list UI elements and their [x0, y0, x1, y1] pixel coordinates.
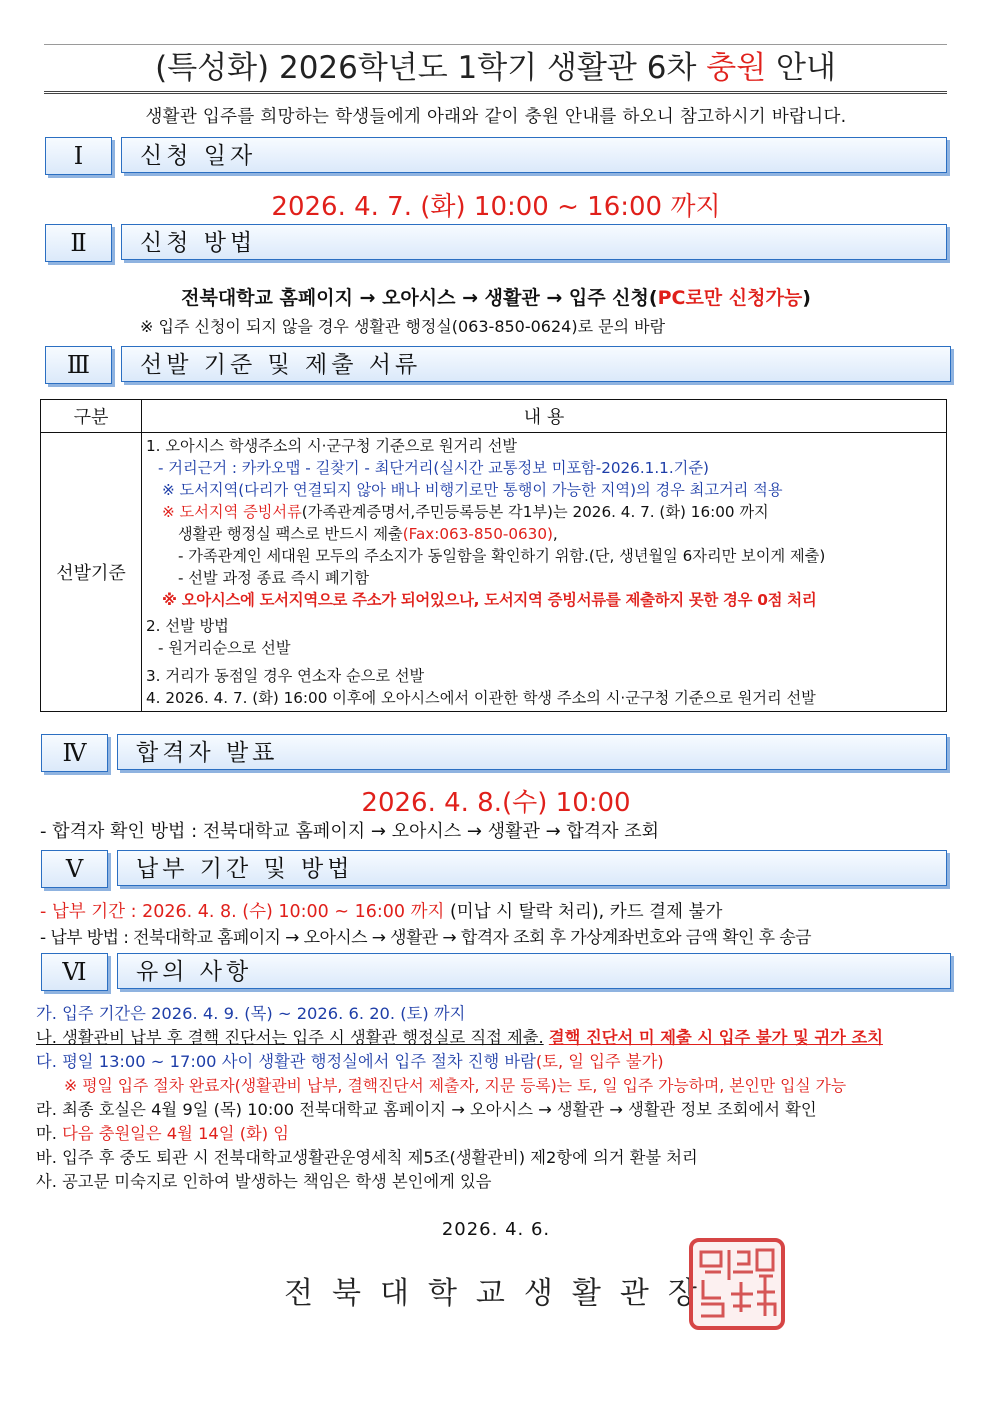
section-4-title: 합격자 발표 [117, 734, 947, 770]
criteria-line: - 거리근거 : 카카오맵 - 길찾기 - 최단거리(실시간 교통정보 미포함-2026.1.1.기준) [158, 459, 709, 477]
payment-period-note: (미납 시 탈락 처리), 카드 결제 불가 [444, 902, 723, 922]
criteria-line: - 가족관계인 세대원 모두의 주소지가 동일함을 확인하기 위함.(단, 생년월일 6자리만 보이게 제출) [178, 547, 826, 565]
issue-date: 2026. 4. 6. [441, 1219, 551, 1240]
section-6-title: 유의 사항 [117, 953, 951, 989]
criteria-table [40, 399, 947, 712]
apply-path-close: ) [802, 287, 811, 309]
official-seal-icon [689, 1238, 785, 1330]
section-2-number: Ⅱ [45, 224, 112, 262]
page-title [44, 44, 947, 94]
note-text: 마. [36, 1124, 63, 1143]
payment-period-date: - 납부 기간 : 2026. 4. 8. (수) 10:00 ~ 16:00 까지 [40, 902, 445, 922]
apply-method [0, 283, 992, 310]
criteria-line: 1. 오아시스 학생주소의 시·군구청 기준으로 원거리 선발 [146, 437, 518, 455]
criteria-line: - 원거리순으로 선발 [158, 639, 291, 657]
note-text: 나. 생활관비 납부 후 결핵 진단서는 입주 시 생활관 행정실로 직접 제출. [36, 1028, 544, 1047]
island-docs-text: (가족관계증명서,주민등록등본 각1부)는 2026. 4. 7. (화) 16:00 까지 [301, 503, 769, 521]
criteria-line: ※ 오아시스에 도서지역으로 주소가 되어있으나, 도서지역 증빙서류를 제출하지 못한 경우 0점 처리 [162, 591, 817, 609]
criteria-line: 3. 거리가 동점일 경우 연소자 순으로 선발 [146, 667, 425, 685]
issuer-name: 전북대학교생활관장 [284, 1276, 716, 1311]
island-docs-label: ※ 도서지역 증빙서류 [162, 503, 302, 521]
section-4-number: Ⅳ [41, 734, 108, 772]
section-1-number: Ⅰ [45, 137, 112, 175]
apply-contact-note: ※ 입주 신청이 되지 않을 경우 생활관 행정실(063-850-0624)로 문의 바람 [140, 317, 666, 336]
section-5-title: 납부 기간 및 방법 [117, 850, 947, 886]
criteria-line [142, 501, 946, 523]
criteria-line: 4. 2026. 4. 7. (화) 16:00 이후에 오아시스에서 이관한 학생 주소의 시·군구청 기준으로 원거리 선발 [146, 689, 816, 707]
criteria-line [142, 523, 946, 545]
note-item: 사. 공고문 미숙지로 인하여 발생하는 책임은 학생 본인에게 있음 [36, 1172, 492, 1191]
payment-method: - 납부 방법 : 전북대학교 홈페이지 → 오아시스 → 생활관 → 합격자 조회 후 가상계좌번호와 금액 확인 후 송금 [40, 928, 811, 948]
criteria-line: ※ 도서지역(다리가 연결되지 않아 배나 비행기로만 통행이 가능한 지역)의 경우 최고거리 적용 [162, 481, 783, 499]
fax-number: (Fax:063-850-0630) [402, 525, 553, 543]
title-highlight: 충원 [706, 50, 767, 86]
note-warning: (토, 일 입주 불가) [535, 1052, 664, 1071]
section-1-title: 신청 일자 [121, 137, 947, 173]
note-item: 라. 최종 호실은 4월 9일 (목) 10:00 전북대학교 홈페이지 → 오아시스 → 생활관 → 생활관 정보 조회에서 확인 [36, 1100, 817, 1119]
criteria-content [142, 433, 947, 712]
section-5-number: Ⅴ [41, 850, 108, 888]
pc-only-note: PC로만 신청가능 [657, 287, 803, 309]
announce-date: 2026. 4. 8.(수) 10:00 [361, 788, 631, 818]
criteria-line: - 선발 과정 종료 즉시 폐기함 [178, 569, 370, 587]
note-item: 바. 입주 후 중도 퇴관 시 전북대학교생활관운영세칙 제5조(생활관비) 제2항에 의거 환불 처리 [36, 1148, 698, 1167]
note-text: 다. 평일 13:00 ~ 17:00 사이 생활관 행정실에서 입주 절차 진행 바람 [36, 1052, 536, 1071]
announce-method: - 합격자 확인 방법 : 전북대학교 홈페이지 → 오아시스 → 생활관 → 합격자 조회 [40, 821, 660, 842]
note-item [36, 1050, 883, 1074]
section-3-title: 선발 기준 및 제출 서류 [121, 346, 951, 382]
note-warning: 결핵 진단서 미 제출 시 입주 불가 및 귀가 조치 [548, 1028, 883, 1047]
section-6-number: Ⅵ [41, 953, 108, 991]
table-header-content: 내 용 [142, 400, 947, 433]
title-text: (특성화) 2026학년도 1학기 생활관 6차 [155, 50, 707, 86]
note-warning: 다음 충원일은 4월 14일 (화) 임 [62, 1124, 290, 1143]
fax-comma: , [552, 525, 558, 543]
note-item [36, 1026, 883, 1050]
criteria-line: 2. 선발 방법 [146, 617, 229, 635]
table-header-category: 구분 [41, 400, 142, 433]
note-item [36, 1122, 883, 1146]
intro-text: 생활관 입주를 희망하는 학생들에게 아래와 같이 충원 안내를 하오니 참고하시기 바랍니다. [145, 107, 847, 127]
note-item: ※ 평일 입주 절차 완료자(생활관비 납부, 결핵진단서 제출자, 지문 등록)는 토, 일 입주 가능하며, 본인만 입실 가능 [64, 1076, 847, 1095]
row-label-criteria: 선발기준 [41, 433, 142, 712]
apply-date: 2026. 4. 7. (화) 10:00 ~ 16:00 까지 [271, 192, 721, 222]
payment-period [40, 898, 722, 923]
seal-pattern [693, 1242, 781, 1326]
title-suffix: 안내 [766, 50, 836, 86]
note-item: 가. 입주 기간은 2026. 4. 9. (목) ~ 2026. 6. 20. (토) 까지 [36, 1004, 466, 1023]
notes-list [36, 1002, 883, 1194]
fax-text: 생활관 행정실 팩스로 반드시 제출 [178, 525, 403, 543]
apply-path: 전북대학교 홈페이지 → 오아시스 → 생활관 → 입주 신청( [181, 287, 658, 309]
section-2-title: 신청 방법 [121, 224, 947, 260]
section-3-number: Ⅲ [45, 346, 112, 384]
